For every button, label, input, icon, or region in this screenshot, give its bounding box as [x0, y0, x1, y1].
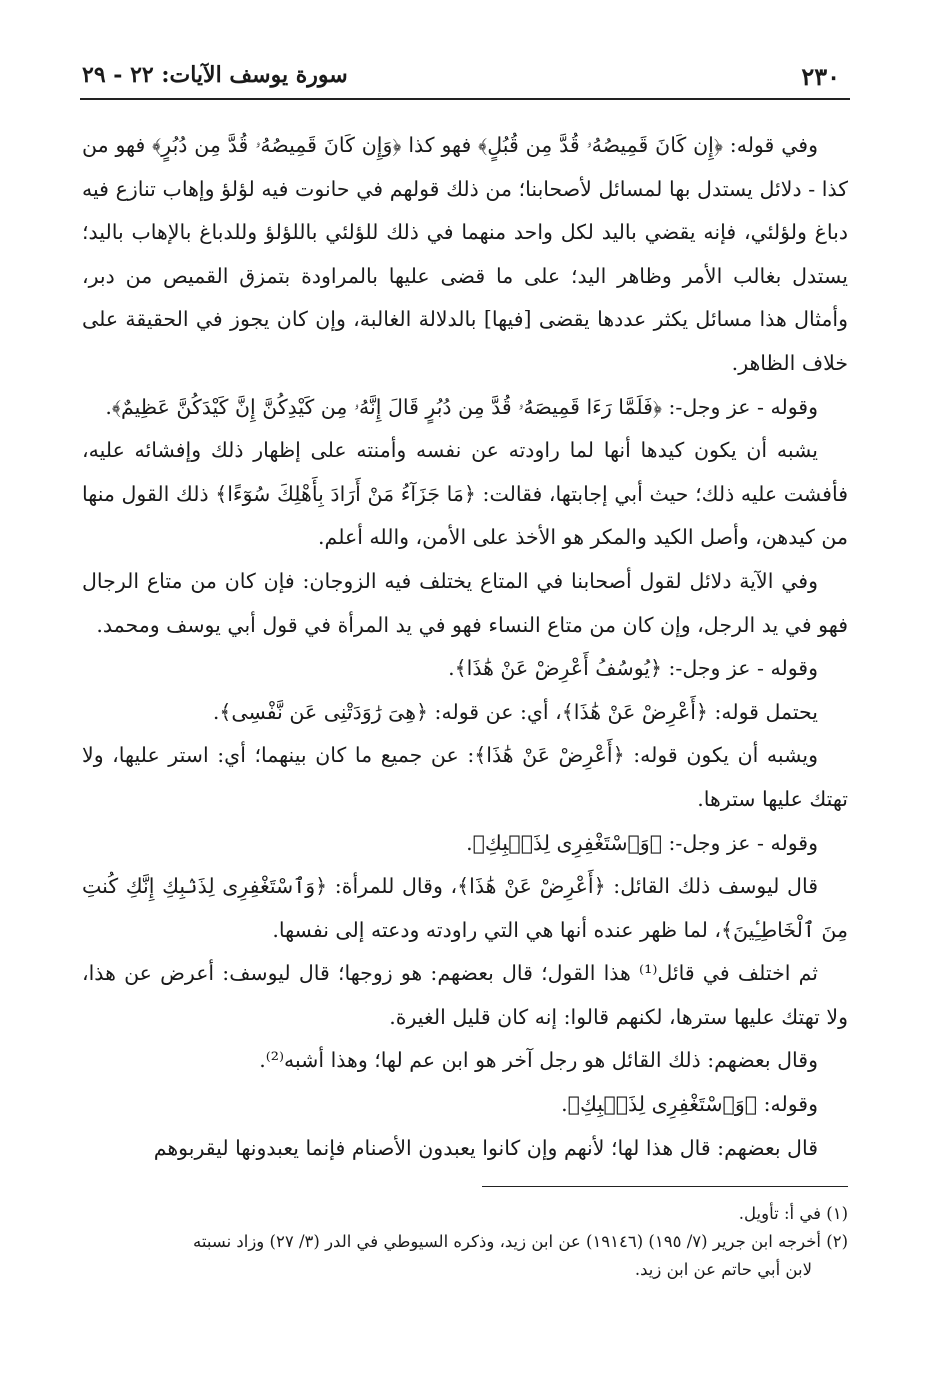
paragraph: ويشبه أن يكون قوله: ﴿أَعْرِضْ عَنْ هَٰذَا﴾: عن جميع ما كان بينهما؛ أي: استر عليها، ولا تهتك عليها سترها.	[82, 743, 848, 811]
paragraph: قال بعضهم: قال هذا لها؛ لأنهم وإن كانوا يعبدون الأصنام فإنما يعبدونها ليقربوهم	[153, 1135, 818, 1160]
paragraph: وقوله - عز وجل-: ﴿وَٱسْتَغْفِرِى لِذَنۢبِكِ﴾.	[466, 830, 818, 855]
paragraph: يحتمل قوله: ﴿أَعْرِضْ عَنْ هَٰذَا﴾، أي: عن قوله: ﴿هِىَ رَٰوَدَتْنِى عَن نَّفْسِى﴾.	[212, 699, 818, 724]
footnotes	[82, 1200, 848, 1284]
main-text	[82, 124, 848, 1170]
paragraph: وفي قوله: ﴿إِن كَانَ قَمِيصُهُۥ قُدَّ مِن قُبُلٍ﴾ فهو كذا ﴿وَإِن كَانَ قَمِيصُهُۥ قُدَّ مِن دُبُرٍ﴾ فهو من كذا - دلائل يستدل بها لمسائل لأصحابنا؛ من ذلك قولهم في حانوت فيه لؤلؤ وإهاب تنازع فيه دباغ ولؤلئي، فإنه يقضي باليد لكل واحد منهما في ذلك للؤلئي باللؤلؤ وللدباغ بالإهاب باليد؛ يستدل بغالب الأمر وظاهر اليد؛ على ما قضى عليها بالمراودة بتمزق القميص من دبر، وأمثال هذا مسائل يكثر عددها يقضى [فيها] بالدلالة الغالبة، وإن كان يجوز في الحقيقة على خلاف الظاهر.	[82, 133, 848, 375]
footnote-divider	[482, 1186, 848, 1187]
paragraph: ثم اختلف في قائل⁽¹⁾ هذا القول؛ قال بعضهم: هو زوجها؛ قال ليوسف: أعرض عن هذا، ولا تهتك عليها سترها، لكنهم قالوا: إنه كان قليل الغيرة.	[82, 961, 848, 1029]
paragraph: يشبه أن يكون كيدها أنها لما راودته عن نفسه وأمنته على إظهار ذلك وإفشائه عليه، فأفشت عليه ذلك؛ حيث أبي إجابتها، فقالت: ﴿مَا جَزَآءُ مَنْ أَرَادَ بِأَهْلِكَ سُوٓءًا﴾ ذلك القول منها من كيدهن، وأصل الكيد والمكر هو الأخذ على الأمن، والله أعلم.	[82, 438, 848, 550]
paragraph: قال ليوسف ذلك القائل: ﴿أَعْرِضْ عَنْ هَٰذَا﴾، وقال للمرأة: ﴿وَٱسْتَغْفِرِى لِذَنۢبِكِ إِنَّكِ كُنتِ مِنَ ٱلْخَاطِـِٔينَ﴾، لما ظهر عنده أنها هي التي راودته ودعته إلى نفسها.	[82, 874, 848, 942]
footnote: (٢) أخرجه ابن جرير (٧/ ١٩٥) (١٩١٤٦) عن ابن زيد، وذكره السيوطي في الدر (٣/ ٢٧) وزاد نسبته	[193, 1232, 848, 1251]
paragraph: وقال بعضهم: ذلك القائل هو رجل آخر هو ابن عم لها؛ وهذا أشبه⁽²⁾.	[259, 1048, 818, 1073]
page-header	[80, 62, 850, 100]
footnote: (١) في أ: تأويل.	[738, 1204, 848, 1223]
paragraph: وقوله - عز وجل-: ﴿يُوسُفُ أَعْرِضْ عَنْ هَٰذَا﴾.	[448, 656, 818, 681]
paragraph: وفي الآية دلائل لقول أصحابنا في المتاع يختلف فيه الزوجان: فإن كان من متاع الرجال فهو في يد الرجل، وإن كان من متاع النساء فهو في يد المرأة في قول أبي يوسف ومحمد.	[82, 568, 848, 637]
running-title: سورة يوسف الآيات: ٢٢ - ٢٩	[82, 62, 348, 88]
footnote-continuation: لابن أبي حاتم عن ابن زيد.	[634, 1260, 812, 1279]
paragraph: وقوله - عز وجل-: ﴿فَلَمَّا رَءَا قَمِيصَهُۥ قُدَّ مِن دُبُرٍ قَالَ إِنَّهُۥ مِن كَيْدِكُنَّ إِنَّ كَيْدَكُنَّ عَظِيمٌ﴾.	[105, 394, 818, 419]
page-number: ٢٣٠	[801, 62, 840, 91]
paragraph: وقوله: ﴿وَٱسْتَغْفِرِى لِذَنۢبِكِ﴾.	[561, 1092, 818, 1117]
